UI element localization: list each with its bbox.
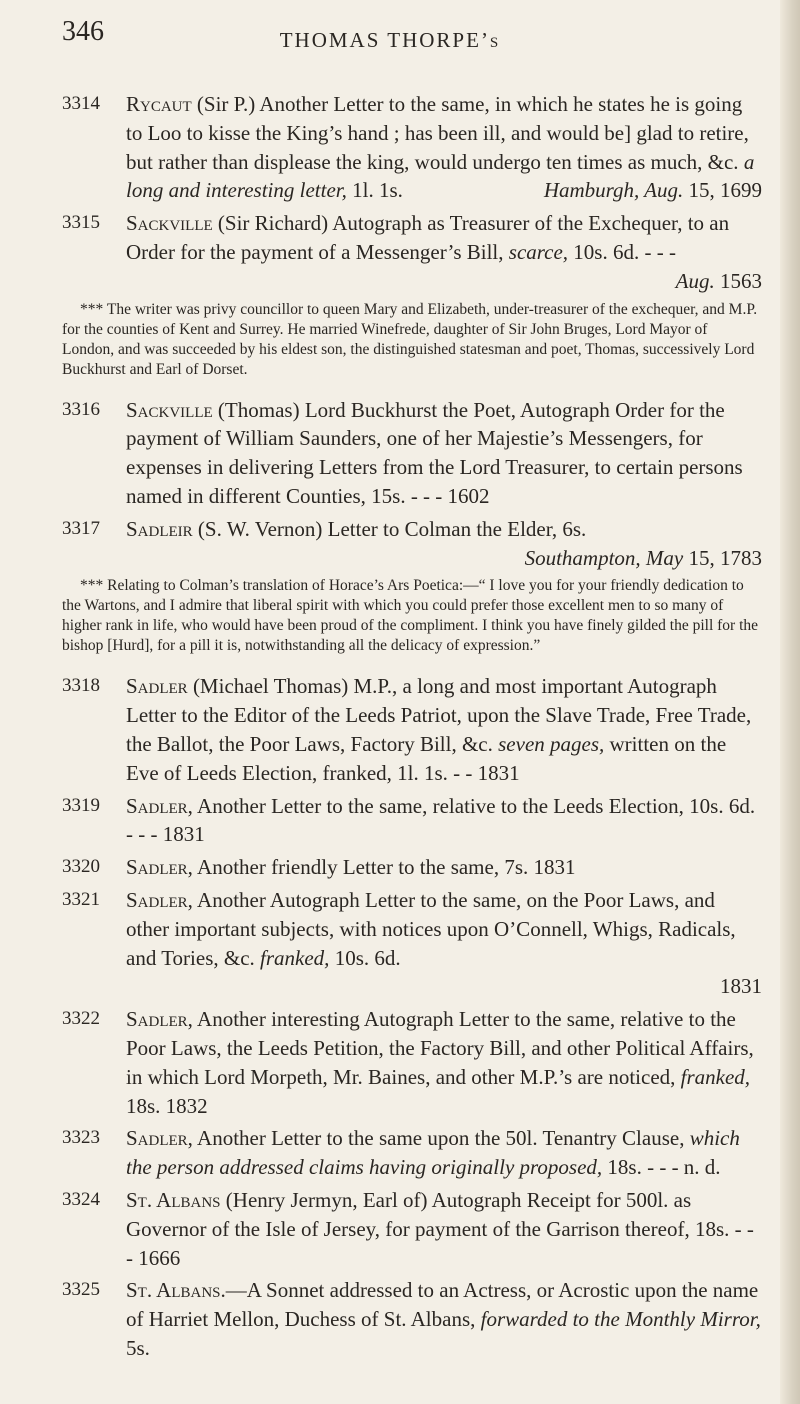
entry-name: St. Albans. <box>126 1278 226 1303</box>
footnote: *** Relating to Colman’s translation of Horace’s Ars Poetica:—“ I love you for your friendly dedication to the Wartons, and I admire that liberal spirit with which you could prefer those excellent men to so many of higher rank in life, who would have been proud of the compliment. I think you have finely gilded the pill for the bishop [Hurd], for a pill it is, notwithstanding all the delicacy of expression.” <box>62 577 759 655</box>
entry-name: Sadleir <box>126 516 193 541</box>
entry-number: 3323 <box>62 1127 100 1149</box>
entry-price: 18s. - - - n. d. <box>602 1155 721 1180</box>
entries-list <box>62 90 762 1367</box>
entry-name: Sadler, <box>126 1126 193 1151</box>
entry-date: 1563 <box>714 268 762 293</box>
list-item <box>62 1005 762 1120</box>
entry-name: Sackville <box>126 397 213 422</box>
entry-number: 3321 <box>62 888 100 910</box>
entry-name: Sadler, <box>126 887 193 912</box>
entry-number: 3316 <box>62 398 100 420</box>
list-item <box>62 209 762 295</box>
list-item <box>62 853 762 882</box>
entry-text: (Sir P.) Another Letter to the same, in which he states he is going to Loo to kisse the King’s hand ; has been ill, and would be] glad to retire, but rather than displease the king, would undergo ten times as much, &c. <box>126 92 749 174</box>
entry-italic: franked, <box>680 1064 751 1089</box>
list-item <box>62 1124 762 1182</box>
entry-text: Another friendly Letter to the same, 7s. 1831 <box>192 855 576 880</box>
running-head: THOMAS THORPE’s <box>279 28 501 52</box>
entry-italic: which the person addressed claims having originally proposed, <box>126 1126 740 1180</box>
page-edge <box>780 0 800 1404</box>
entry-price: 10s. 6d. <box>329 945 401 970</box>
entry-number: 3314 <box>62 93 100 114</box>
entry-date: 15, 1783 <box>683 545 762 570</box>
entry-number: 3318 <box>62 675 100 697</box>
entry-number: 3324 <box>62 1188 100 1210</box>
entry-number: 3319 <box>62 794 100 816</box>
entry-place: Hamburgh, Aug. <box>543 178 684 203</box>
footnote: *** The writer was privy councillor to queen Mary and Elizabeth, under-treasurer of the exchequer, and M.P. for the counties of Kent and Surrey. He married Winefrede, daughter of Sir John Bruges, Lord Mayor of London, and was succeeded by his eldest son, the distinguished statesman and poet, Thomas, successively Lord Buckhurst and Earl of Dorset. <box>62 300 758 378</box>
entry-text: —A Sonnet addressed to an Actress, or Acrostic upon the name of Harriet Mellon, Duchess of St. Albans, <box>126 1278 759 1332</box>
list-item <box>62 672 762 787</box>
entry-text: Another Letter to the same, relative to the Leeds Election, 10s. 6d. - - - 1831 <box>126 793 756 847</box>
entry-date: 15, 1699 <box>683 178 762 203</box>
entry-text: Another Letter to the same upon the 50l. Tenantry Clause, <box>192 1126 690 1151</box>
entry-text: (S. W. Vernon) Letter to Colman the Elder, 6s. <box>192 516 587 541</box>
entry-italic: forwarded to the Monthly Mirror, <box>480 1307 761 1332</box>
list-item <box>62 396 762 511</box>
entry-italic: a long and interesting letter, <box>126 149 755 203</box>
entry-number: 3315 <box>62 212 100 234</box>
list-item <box>62 90 762 205</box>
entry-italic: franked, <box>260 945 330 970</box>
entry-price: 18s. 1832 <box>126 1093 208 1118</box>
entry-italic: seven pages, <box>498 731 605 756</box>
entry-text: (Henry Jermyn, Earl of) Autograph Receipt for 500l. as Governor of the Isle of Jersey, for payment of the Garrison thereof, 18s. - - - 1666 <box>126 1187 754 1270</box>
entry-number: 3320 <box>62 856 100 878</box>
entry-name: Sadler, <box>126 793 193 818</box>
entry-name: St. Albans <box>126 1187 221 1212</box>
list-item <box>62 1276 762 1362</box>
page-number: 346 <box>62 16 104 47</box>
entry-number: 3317 <box>62 517 100 539</box>
entry-name: Rycaut <box>126 92 192 116</box>
entry-text: (Michael Thomas) M.P., a long and most important Autograph Letter to the Editor of the Leeds Patriot, upon the Slave Trade, Free Trade, the Ballot, the Poor Laws, Factory Bill, &c. <box>126 674 752 756</box>
entry-date: 1831 <box>720 974 762 999</box>
entry-text: (Sir Richard) Autograph as Treasurer of the Exchequer, to an Order for the payment of a Messenger’s Bill, <box>126 211 730 264</box>
entry-price: 10s. 6d. - - - <box>568 239 676 264</box>
list-item <box>62 792 762 850</box>
entry-price: 1l. 1s. <box>346 178 403 203</box>
entry-name: Sadler <box>126 674 188 699</box>
list-item <box>62 1186 762 1272</box>
entry-text: (Thomas) Lord Buckhurst the Poet, Autograph Order for the payment of William Saunders, one of her Majestie’s Messengers, for expenses in delivering Letters from the Lord Treasurer, to certain persons named in different Counties, 15s. - - - 1602 <box>126 397 743 508</box>
entry-price: written on the Eve of Leeds Election, franked, 1l. 1s. - - 1831 <box>126 731 727 785</box>
entry-name: Sackville <box>126 211 213 236</box>
entry-name: Sadler, <box>126 855 193 880</box>
entry-price: 5s. <box>126 1335 150 1360</box>
list-item <box>62 515 762 573</box>
entry-place: Southampton, May <box>524 545 684 570</box>
entry-place: Aug. <box>675 268 715 293</box>
entry-text: Another Autograph Letter to the same, on the Poor Laws, and other important subjects, with notices upon O’Connell, Whigs, Radicals, and Tories, &c. <box>126 887 736 970</box>
entry-text: Another interesting Autograph Letter to the same, relative to the Poor Laws, the Leeds Petition, the Factory Bill, and other Political Affairs, in which Lord Morpeth, Mr. Baines, and other M.P.’s are noticed, <box>126 1007 754 1089</box>
entry-number: 3322 <box>62 1008 100 1030</box>
entry-italic: scarce, <box>508 239 569 264</box>
entry-name: Sadler, <box>126 1007 193 1032</box>
list-item <box>62 886 762 1001</box>
entry-number: 3325 <box>62 1279 100 1301</box>
